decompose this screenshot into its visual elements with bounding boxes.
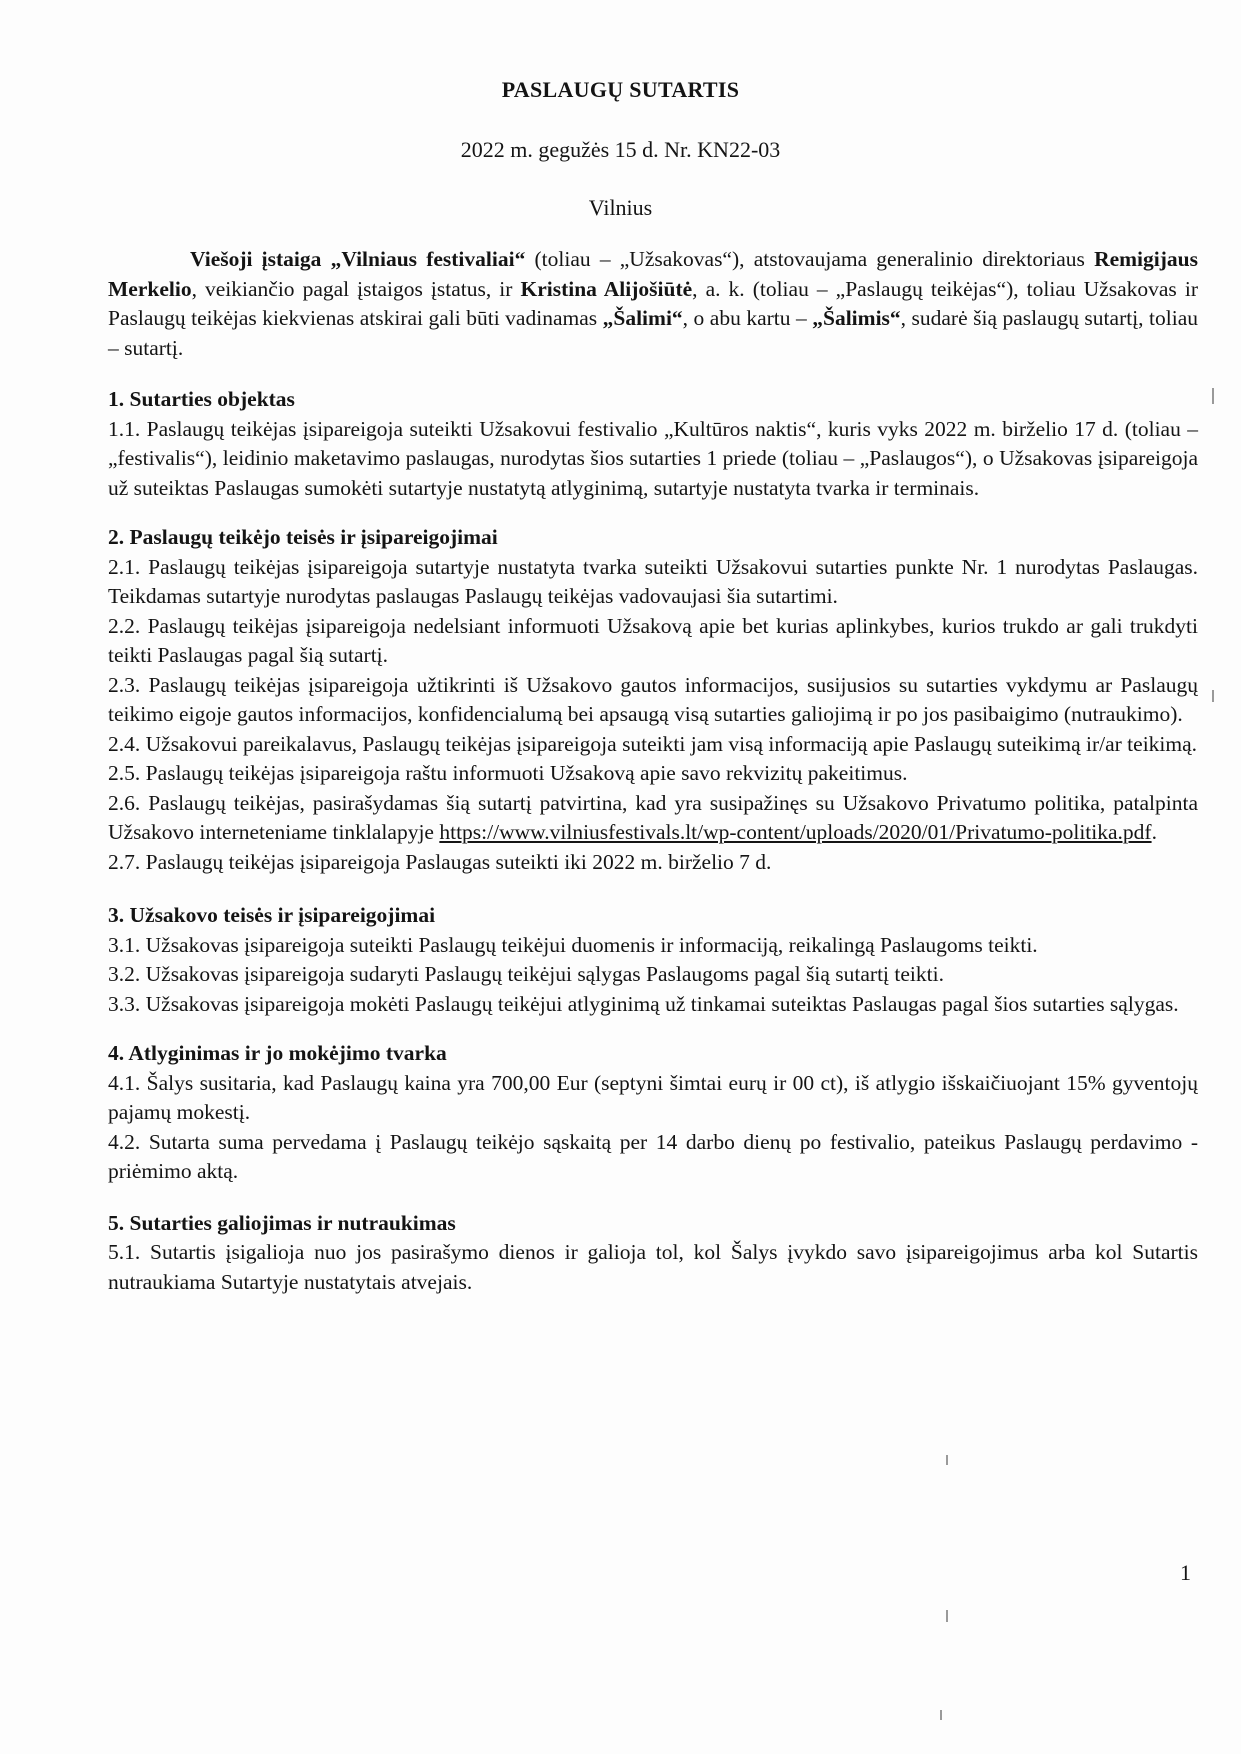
clause-4-2: 4.2. Sutarta suma pervedama į Paslaugų teikėjo sąskaitą per 14 darbo dienų po festivalio, pateikus Paslaugų perdavimo - priėmimo aktą.: [108, 1129, 1198, 1183]
scan-speck: [946, 1455, 948, 1465]
city: Vilnius: [588, 195, 653, 220]
section-3: [108, 901, 1198, 1019]
clause-3-2: 3.2. Užsakovas įsipareigoja sudaryti Paslaugų teikėjui sąlygas Paslaugoms pagal šią sutartį teikti.: [108, 962, 944, 986]
clause-5-1: 5.1. Sutartis įsigalioja nuo jos pasirašymo dienos ir galioja tol, kol Šalys įvykdo savo įsipareigojimus arba kol Sutartis nutraukiama Sutartyje nustatytais atvejais.: [108, 1240, 1198, 1294]
clause-4-1: 4.1. Šalys susitaria, kad Paslaugų kaina yra 700,00 Eur (septyni šimtai eurų ir 00 ct), iš atlygio išskaičiuojant 15% gyventojų pajamų mokestį.: [108, 1070, 1198, 1124]
section-heading: 1. Sutarties objektas: [108, 387, 295, 411]
clause-2-5: 2.5. Paslaugų teikėjas įsipareigoja raštu informuoti Užsakovą apie savo rekvizitų pakeitimus.: [108, 761, 908, 785]
section-2: [108, 523, 1198, 877]
section-heading: 5. Sutarties galiojimas ir nutraukimas: [108, 1210, 456, 1235]
clause-3-3: 3.3. Užsakovas įsipareigoja mokėti Paslaugų teikėjui atlyginimą už tinkamai suteiktas Paslaugas pagal šios sutarties sąlygas.: [108, 991, 1179, 1016]
clause-2-2: 2.2. Paslaugų teikėjas įsipareigoja nedelsiant informuoti Užsakovą apie bet kurias aplinkybes, kurios trukdo ar gali trukdyti teikti Paslaugas pagal šią sutartį.: [108, 613, 1198, 667]
date-and-number: 2022 m. gegužės 15 d. Nr. KN22-03: [460, 137, 781, 162]
clause-2-3: 2.3. Paslaugų teikėjas įsipareigoja užtikrinti iš Užsakovo gautos informacijos, susijusios su sutarties vykdymu ar Paslaugų teikimo eigoje gautos informacijos, konfidencialumą bei apsaugą visą sutarties galiojimą ir po jos pasibaigimo (nutraukimo).: [108, 672, 1198, 726]
section-heading: 2. Paslaugų teikėjo teisės ir įsipareigojimai: [108, 525, 498, 549]
page-number: 1: [1180, 1560, 1191, 1585]
scan-speck: [940, 1710, 942, 1720]
section-heading: 3. Užsakovo teisės ir įsipareigojimai: [108, 903, 436, 927]
privacy-policy-link[interactable]: https://www.vilniusfestivals.lt/wp-content/uploads/2020/01/Privatumo-politika.pdf: [439, 820, 1152, 844]
scan-speck: [946, 1610, 948, 1622]
document-title: PASLAUGŲ SUTARTIS: [501, 77, 740, 102]
clause-3-1: 3.1. Užsakovas įsipareigoja suteikti Paslaugų teikėjui duomenis ir informaciją, reikalingą Paslaugoms teikti.: [108, 932, 1038, 957]
clause-1-1: 1.1. Paslaugų teikėjas įsipareigoja suteikti Užsakovui festivalio „Kultūros naktis“, kuris vyks 2022 m. birželio 17 d. (toliau – „festivalis“), leidinio maketavimo paslaugas, nurodytas šios sutarties 1 priede (toliau – „Paslaugos“), o Užsakovas įsipareigoja už suteiktas Paslaugas sumokėti sutartyje nustatytą atlyginimą, sutartyje nustatyta tvarka ir terminais.: [108, 416, 1198, 500]
party-one-name: Viešoji įstaiga „Vilniaus festivaliai“: [190, 247, 526, 271]
clause-2-7: 2.7. Paslaugų teikėjas įsipareigoja Paslaugas suteikti iki 2022 m. birželio 7 d.: [108, 849, 772, 874]
contract-body: [108, 245, 1198, 1297]
clause-2-4: 2.4. Užsakovui pareikalavus, Paslaugų teikėjas įsipareigoja suteikti jam visą informaciją apie Paslaugų suteikimą ir/ar teikimą.: [108, 731, 1198, 756]
provider-name: Kristina Alijošiūtė: [520, 276, 693, 301]
scan-speck: [1212, 690, 1214, 702]
scan-speck: [1212, 388, 1214, 404]
director-name: Remigijaus Merkelio: [108, 247, 1198, 301]
section-5: [108, 1209, 1198, 1298]
clause-2-1: 2.1. Paslaugų teikėjas įsipareigoja sutartyje nustatyta tvarka suteikti Užsakovui sutarties punkte Nr. 1 nurodytas Paslaugas. Teikdamas sutartyje nurodytas paslaugas Paslaugų teikėjas vadovaujasi šia sutartimi.: [108, 554, 1198, 608]
section-4: [108, 1039, 1198, 1187]
section-1: [108, 385, 1198, 503]
section-heading: 4. Atlyginimas ir jo mokėjimo tvarka: [108, 1041, 447, 1065]
intro-paragraph: Viešoji įstaiga „Vilniaus festivaliai“ (toliau – „Užsakovas“), atstovaujama generalinio direktoriaus Remigijaus Merkelio, veikiančio pagal įstaigos įstatus, ir Kristina Alijošiūtė, a. k. (toliau – „Paslaugų teikėjas“), toliau Užsakovas ir Paslaugų teikėjas kiekvienas atskirai gali būti vadinamas „Šalimi“, o abu kartu – „Šalimis“, sudarė šią paslaugų sutartį, toliau – sutartį.: [108, 247, 1199, 360]
clause-2-6: 2.6. Paslaugų teikėjas, pasirašydamas šią sutartį patvirtina, kad yra susipažinęs su Užsakovo Privatumo politika, patalpinta Užsakovo interneteniame tinklalapyje https://www.vilniusfestivals.lt/wp-content/uploads/2020/01/Privatumo-politika.pdf.: [108, 790, 1198, 844]
